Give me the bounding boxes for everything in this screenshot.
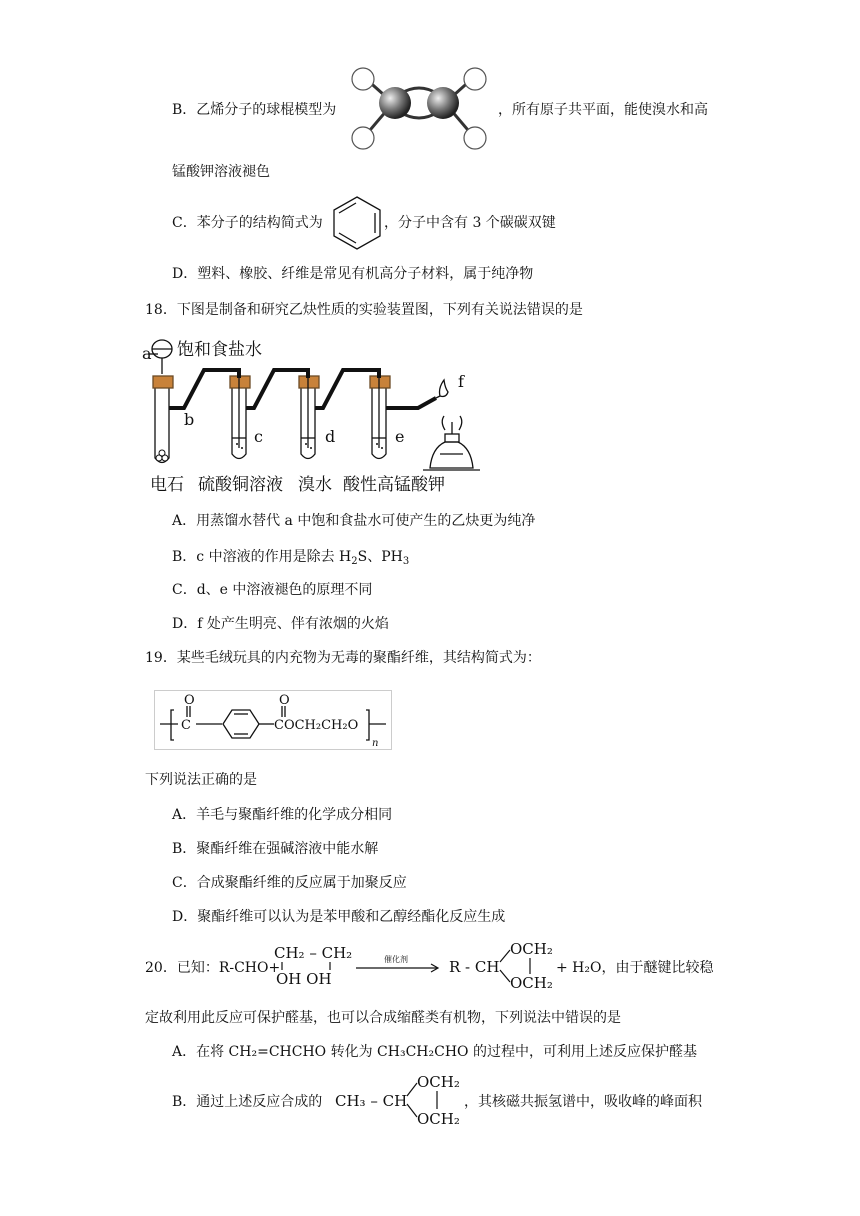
q20-stem-prefix: 20．已知：R-CHO+ xyxy=(145,960,281,976)
acetal-bottom: OCH₂ xyxy=(417,1110,460,1128)
q17-option-c-prefix: C．苯分子的结构简式为 xyxy=(172,215,323,231)
carbonyl-o-right: O xyxy=(279,693,290,708)
label-f: f xyxy=(458,372,464,391)
product-bottom: OCH₂ xyxy=(510,974,553,992)
label-acidic-kmno4: 酸性高锰酸钾 xyxy=(343,475,445,495)
ethylene-ball-stick-model xyxy=(345,66,497,158)
repeat-n: n xyxy=(372,738,379,749)
product-left: R - CH xyxy=(449,958,500,976)
label-copper-sulfate: 硫酸铜溶液 xyxy=(198,475,283,495)
glycol-bottom: OH OH xyxy=(276,970,332,988)
q17-option-b-prefix: B．乙烯分子的球棍模型为 xyxy=(172,102,337,118)
label-d: d xyxy=(325,427,336,446)
q20-stem-suffix: + H₂O，由于醚键比较稳 xyxy=(556,960,714,976)
q19-lead: 下列说法正确的是 xyxy=(145,772,257,788)
q20-stem-continuation: 定故利用此反应可保护醛基，也可以合成缩醛类有机物，下列说法中错误的是 xyxy=(145,1010,621,1026)
q18-option-a: A．用蒸馏水替代 a 中饱和食盐水可使产生的乙炔更为纯净 xyxy=(172,513,536,529)
catalyst-label: 催化剂 xyxy=(384,955,408,964)
label-bromine-water: 溴水 xyxy=(298,475,332,495)
label-calcium-carbide: 电石 xyxy=(150,475,184,495)
q19-stem: 19．某些毛绒玩具的内充物为无毒的聚酯纤维，其结构简式为： xyxy=(145,650,541,666)
acetal-reaction-scheme xyxy=(272,938,572,994)
benzene-ring-structure xyxy=(330,194,384,252)
q20-option-a: A．在将 CH₂=CHCHO 转化为 CH₃CH₂CHO 的过程中，可利用上述反应保护醛基 xyxy=(172,1044,697,1060)
acetylene-apparatus-figure xyxy=(140,330,480,495)
q17-option-c-suffix: ，分子中含有 3 个碳碳双键 xyxy=(384,215,556,231)
q19-option-c: C．合成聚酯纤维的反应属于加聚反应 xyxy=(172,875,407,891)
label-c: c xyxy=(254,427,263,446)
polyester-structure-formula xyxy=(154,690,392,750)
q17-option-b-continuation: 锰酸钾溶液褪色 xyxy=(172,164,270,180)
q18-option-b: B．c 中溶液的作用是除去 $H_2S$、$PH_3$ xyxy=(172,549,410,567)
carbonyl-o-left: O xyxy=(184,693,195,708)
q17-option-d: D．塑料、橡胶、纤维是常见有机高分子材料，属于纯净物 xyxy=(172,266,534,282)
ester-chain: COCH₂CH₂O xyxy=(274,718,359,733)
q17-option-b-suffix: ，所有原子共平面，能使溴水和高 xyxy=(498,102,708,118)
label-b: b xyxy=(184,410,195,429)
q19-option-a: A．羊毛与聚酯纤维的化学成分相同 xyxy=(172,807,393,823)
q20-option-b-prefix: B．通过上述反应合成的 xyxy=(172,1094,323,1110)
q20-option-b-suffix: ，其核磁共振氢谱中，吸收峰的峰面积 xyxy=(464,1094,702,1110)
label-saturated-saltwater: 饱和食盐水 xyxy=(177,340,262,360)
q18-option-d: D．f 处产生明亮、伴有浓烟的火焰 xyxy=(172,616,389,632)
q19-option-b: B．聚酯纤维在强碱溶液中能水解 xyxy=(172,841,379,857)
label-e: e xyxy=(395,427,405,446)
glycol-top: CH₂ – CH₂ xyxy=(274,944,353,962)
acetal-top: OCH₂ xyxy=(417,1073,460,1091)
acetal-left: CH₃ – CH xyxy=(335,1092,408,1110)
carbon-left: C xyxy=(181,718,191,733)
q19-option-d: D．聚酯纤维可以认为是苯甲酸和乙醇经酯化反应生成 xyxy=(172,909,506,925)
label-a: a xyxy=(142,344,152,363)
q18-option-c: C．d、e 中溶液褪色的原理不同 xyxy=(172,582,373,598)
acetal-product-structure xyxy=(333,1070,463,1130)
q18-stem: 18．下图是制备和研究乙炔性质的实验装置图，下列有关说法错误的是 xyxy=(145,302,583,318)
product-top: OCH₂ xyxy=(510,940,553,958)
